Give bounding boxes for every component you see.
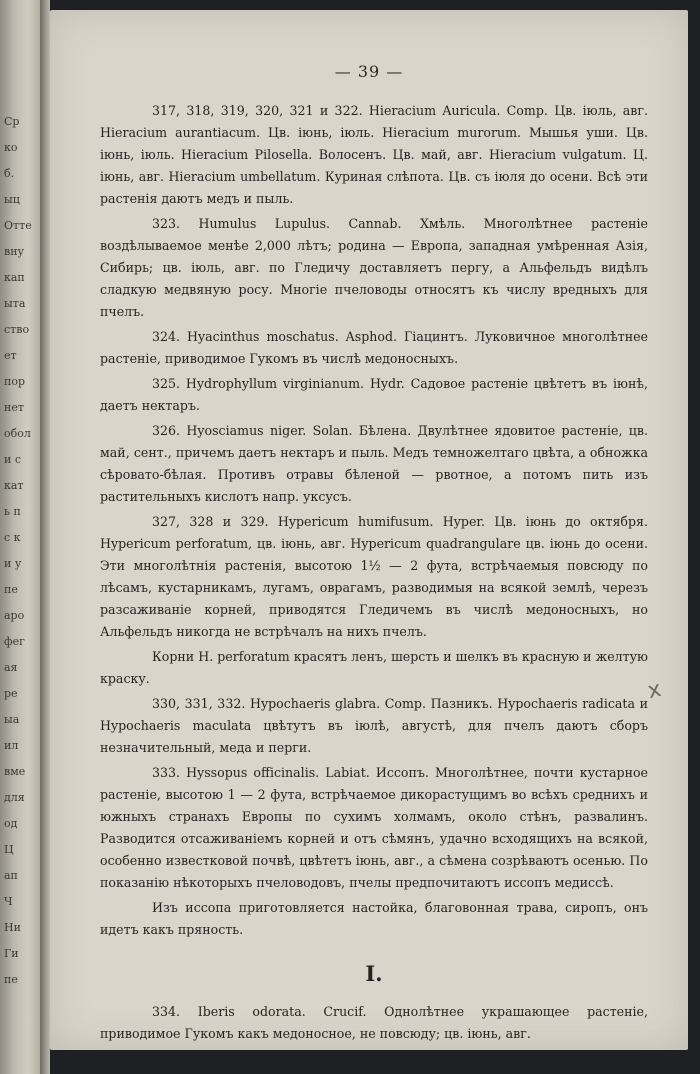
- pencil-margin-mark: x: [645, 676, 664, 705]
- left-page-fragment: ап: [4, 869, 18, 882]
- book-gutter: [40, 0, 50, 1074]
- page-number: — 39 —: [334, 62, 404, 81]
- left-page-fragment: Ч: [4, 895, 13, 908]
- note-hyssop: Изъ иссопа приготовляется настойка, благовонная трава, сиропъ, онъ идетъ какъ пряность.: [100, 900, 648, 937]
- left-page-fragment: нет: [4, 401, 24, 414]
- left-page-edge: [0, 0, 40, 1074]
- left-page-fragment: вме: [4, 765, 26, 778]
- left-page-fragment: Отте: [4, 219, 32, 232]
- section-heading: I.: [365, 961, 383, 986]
- left-page-fragment: ая: [4, 661, 18, 674]
- left-page-fragment: ил: [4, 739, 19, 752]
- left-page-fragment: и у: [4, 557, 22, 570]
- entry-325: 325. Hydrophyllum virginianum. Hydr. Садовое растеніе цвѣтетъ въ іюнѣ, даетъ нектаръ.: [100, 376, 648, 413]
- left-page-fragment: ко: [4, 141, 18, 154]
- entry-326: 326. Hyosciamus niger. Solan. Бѣлена. Двулѣтнее ядовитое растеніе, цв. май, сент., причемъ даетъ нектаръ и пыль. Медъ темножелтаго цвѣта, а обножка сѣровато-бѣлая. Противъ отравы бѣленой — рвотное, а потомъ пить изъ растительныхъ кислотъ напр. уксусъ.: [100, 423, 648, 504]
- left-page-fragment: фег: [4, 635, 25, 648]
- entry-334: 334. Iberis odorata. Crucif. Однолѣтнее украшающее растеніе, приводимое Гукомъ какъ медоносное, не повсюду; цв. іюнь, авг.: [100, 1004, 648, 1041]
- left-page-fragment: ре: [4, 687, 18, 700]
- entry-324: 324. Hyacinthus moschatus. Asphod. Гіацинтъ. Луковичное многолѣтнее растеніе, приводимое Гукомъ въ числѣ медоносныхъ.: [100, 329, 648, 366]
- left-page-fragment: ь п: [4, 505, 21, 518]
- left-page-fragment: пе: [4, 973, 18, 986]
- left-page-fragment: б.: [4, 167, 15, 180]
- entry-317-322: 317, 318, 319, 320, 321 и 322. Hieracium Auricula. Comp. Цв. іюль, авг. Hieracium aurantiacum. Цв. іюнь, іюль. Hieracium murorum. Мышья уши. Цв. іюнь, іюль. Hieracium Pilosella. Волосенъ. Цв. май, авг. Hieracium vulgatum. Ц. іюнь, авг. Hieracium umbellatum. Куриная слѣпота. Цв. съ іюля до осени. Всѣ эти растенія даютъ медъ и пыль.: [100, 103, 648, 206]
- left-page-fragment: кат: [4, 479, 24, 492]
- left-page-fragment: пор: [4, 375, 25, 388]
- left-page-fragment: ыта: [4, 297, 26, 310]
- left-page-fragment: ыа: [4, 713, 20, 726]
- left-page-fragment: Ги: [4, 947, 19, 960]
- entry-330-332: 330, 331, 332. Hypochaeris glabra. Comp. Пазникъ. Hypochaeris radicata и Hypochaeris maculata цвѣтутъ въ іюлѣ, августѣ, для пчелъ даютъ сборъ незначительный, меда и перги.: [100, 696, 648, 755]
- left-page-fragment: обол: [4, 427, 31, 440]
- left-page-fragment: и с: [4, 453, 21, 466]
- entry-333: 333. Hyssopus officinalis. Labiat. Иссопъ. Многолѣтнее, почти кустарное растеніе, высотою 1 — 2 фута, встрѣчаемое дикорастущимъ во всѣхъ среднихъ и южныхъ странахъ Европы по сухимъ холмамъ, около стѣнъ, развалинъ. Разводится отсаживаніемъ корней и отъ сѣмянъ, удачно всходящихъ на всякой, особенно известковой почвѣ, цвѣтетъ іюнь, авг., а сѣмена созрѣваютъ осенью. По показанію нѣкоторыхъ пчеловодовъ, пчелы предпочитаютъ иссопъ медиссѣ.: [100, 765, 648, 890]
- entry-323: 323. Humulus Lupulus. Cannab. Хмѣль. Многолѣтнее растеніе воздѣлываемое менѣе 2,000 лѣтъ; родина — Европа, западная умѣренная Азія, Сибирь; цв. іюль, авг. по Гледичу доставляетъ пергу, а Альфельдъ видѣлъ сладкую медвяную росу. Многіе пчеловоды относятъ къ числу вредныхъ для пчелъ.: [100, 216, 648, 319]
- entry-327-329: 327, 328 и 329. Hypericum humifusum. Hyper. Цв. іюнь до октября. Hypericum perforatum, цв. іюнь, авг. Hypericum quadrangulare цв. іюнь до осени. Эти многолѣтнія растенія, высотою 1½ — 2 фута, встрѣчаемыя повсюду по лѣсамъ, кустарникамъ, лугамъ, оврагамъ, разводимыя на всякой землѣ, черезъ разсаживаніе корней, приводятся Гледичемъ въ числѣ медоносныхъ, но Альфельдъ никогда не встрѣчалъ на нихъ пчелъ.: [100, 514, 648, 639]
- left-page-fragment: пе: [4, 583, 18, 596]
- page-body: [100, 100, 648, 1045]
- left-page-fragment: ет: [4, 349, 17, 362]
- left-page-fragment: ыц: [4, 193, 20, 206]
- left-page-fragment: для: [4, 791, 25, 804]
- left-page-fragment: с к: [4, 531, 21, 544]
- note-perforatum: Корни H. perforatum красятъ ленъ, шерсть и шелкъ въ красную и желтую краску.: [100, 649, 648, 686]
- left-page-fragment: од: [4, 817, 18, 830]
- left-page-fragment: вну: [4, 245, 24, 258]
- left-page-fragment: аро: [4, 609, 25, 622]
- left-page-fragment: кап: [4, 271, 25, 284]
- left-page-fragment: Ц: [4, 843, 14, 856]
- left-page-fragment: Ср: [4, 115, 20, 128]
- left-page-fragment: Ни: [4, 921, 21, 934]
- book-page: [50, 10, 688, 1050]
- left-page-fragment: ство: [4, 323, 30, 336]
